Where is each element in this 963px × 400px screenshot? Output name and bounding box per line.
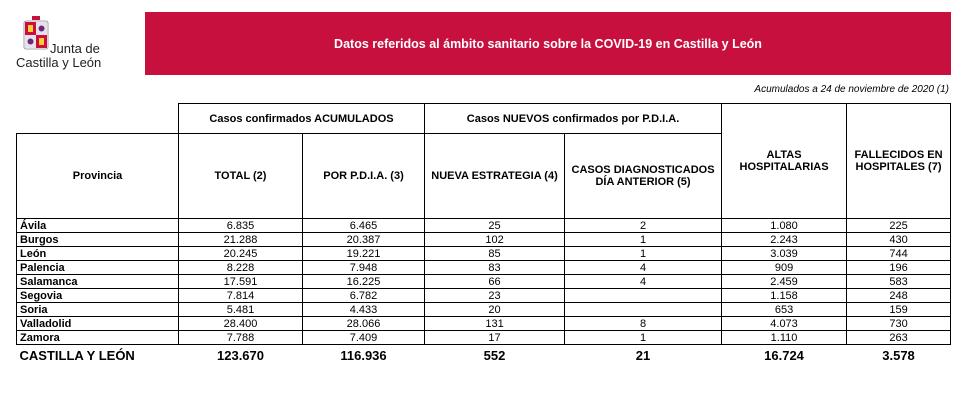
- cell-pdia: 20.387: [303, 233, 425, 247]
- cell-diag: [565, 303, 722, 317]
- cell-fallecidos: 196: [847, 261, 951, 275]
- table-row: [17, 317, 951, 331]
- header-total: TOTAL (2): [179, 134, 303, 219]
- cell-nueva: 83: [425, 261, 565, 275]
- cell-fallecidos: 225: [847, 219, 951, 233]
- cell-nueva: 17: [425, 331, 565, 345]
- cell-nueva: 23: [425, 289, 565, 303]
- header-pdia: POR P.D.I.A. (3): [303, 134, 425, 219]
- cell-fallecidos: 430: [847, 233, 951, 247]
- date-note: Acumulados a 24 de noviembre de 2020 (1): [754, 84, 949, 95]
- cell-total: 7.814: [179, 289, 303, 303]
- cell-total: 20.245: [179, 247, 303, 261]
- header-altas: ALTAS HOSPITALARIAS: [722, 104, 847, 219]
- logo-line1: Junta de: [50, 41, 100, 56]
- cell-fallecidos: 744: [847, 247, 951, 261]
- cell-provincia: Burgos: [17, 233, 179, 247]
- total-nueva: 552: [483, 347, 506, 363]
- cell-nueva: 85: [425, 247, 565, 261]
- cell-diag: 1: [565, 233, 722, 247]
- cell-diag: 1: [565, 247, 722, 261]
- cell-total: 5.481: [179, 303, 303, 317]
- covid-table: [16, 103, 951, 365]
- cell-total: 21.288: [179, 233, 303, 247]
- cell-total: 28.400: [179, 317, 303, 331]
- header-nueva: NUEVA ESTRATEGIA (4): [425, 134, 565, 219]
- table-row: [17, 247, 951, 261]
- cell-provincia: Segovia: [17, 289, 179, 303]
- cell-altas: 2.459: [722, 275, 847, 289]
- cell-altas: 909: [722, 261, 847, 275]
- cell-provincia: Soria: [17, 303, 179, 317]
- cell-pdia: 19.221: [303, 247, 425, 261]
- cell-altas: 1.110: [722, 331, 847, 345]
- cell-fallecidos: 730: [847, 317, 951, 331]
- cell-total: 6.835: [179, 219, 303, 233]
- table-row: [17, 233, 951, 247]
- cell-total: 8.228: [179, 261, 303, 275]
- cell-diag: 4: [565, 261, 722, 275]
- total-diag: 21: [635, 347, 651, 363]
- table-row: [17, 331, 951, 345]
- cell-total: 7.788: [179, 331, 303, 345]
- header-fallecidos: FALLECIDOS EN HOSPITALES (7): [847, 104, 951, 219]
- header-nuevos: Casos NUEVOS confirmados por P.D.I.A.: [425, 104, 722, 134]
- cell-diag: 1: [565, 331, 722, 345]
- cell-pdia: 28.066: [303, 317, 425, 331]
- total-pdia: 116.936: [340, 347, 387, 363]
- cell-altas: 2.243: [722, 233, 847, 247]
- total-fallecidos: 3.578: [882, 347, 915, 363]
- cell-provincia: Salamanca: [17, 275, 179, 289]
- cell-nueva: 102: [425, 233, 565, 247]
- table-row: [17, 261, 951, 275]
- cell-pdia: 4.433: [303, 303, 425, 317]
- cell-fallecidos: 583: [847, 275, 951, 289]
- total-provincia: CASTILLA Y LEÓN: [19, 347, 135, 363]
- cell-pdia: 16.225: [303, 275, 425, 289]
- cell-provincia: Ávila: [17, 219, 179, 233]
- cell-provincia: Palencia: [17, 261, 179, 275]
- cell-nueva: 66: [425, 275, 565, 289]
- header-provincia: Provincia: [17, 134, 179, 219]
- table-row: [17, 303, 951, 317]
- cell-pdia: 7.409: [303, 331, 425, 345]
- header-acumulados: Casos confirmados ACUMULADOS: [179, 104, 425, 134]
- cell-altas: 1.158: [722, 289, 847, 303]
- cell-provincia: Zamora: [17, 331, 179, 345]
- banner-title: Datos referidos al ámbito sanitario sobre la COVID-19 en Castilla y León: [145, 12, 951, 75]
- cell-altas: 653: [722, 303, 847, 317]
- total-row: [17, 345, 951, 366]
- logo-line2: Castilla y León: [16, 55, 102, 70]
- cell-provincia: León: [17, 247, 179, 261]
- total-altas: 16.724: [764, 347, 804, 363]
- cell-nueva: 20: [425, 303, 565, 317]
- cell-fallecidos: 263: [847, 331, 951, 345]
- cell-pdia: 7.948: [303, 261, 425, 275]
- cell-pdia: 6.465: [303, 219, 425, 233]
- cell-altas: 4.073: [722, 317, 847, 331]
- cell-fallecidos: 159: [847, 303, 951, 317]
- table-row: [17, 289, 951, 303]
- cell-nueva: 131: [425, 317, 565, 331]
- cell-diag: 2: [565, 219, 722, 233]
- cell-provincia: Valladolid: [17, 317, 179, 331]
- cell-diag: 8: [565, 317, 722, 331]
- cell-altas: 3.039: [722, 247, 847, 261]
- cell-diag: 4: [565, 275, 722, 289]
- cell-total: 17.591: [179, 275, 303, 289]
- cell-nueva: 25: [425, 219, 565, 233]
- total-total: 123.670: [217, 347, 264, 363]
- cell-pdia: 6.782: [303, 289, 425, 303]
- cell-diag: [565, 289, 722, 303]
- junta-logo: [14, 12, 142, 74]
- table-row: [17, 275, 951, 289]
- table-row: [17, 219, 951, 233]
- cell-altas: 1.080: [722, 219, 847, 233]
- header-casos-diag: CASOS DIAGNOSTICADOS DÍA ANTERIOR (5): [565, 134, 722, 219]
- cell-fallecidos: 248: [847, 289, 951, 303]
